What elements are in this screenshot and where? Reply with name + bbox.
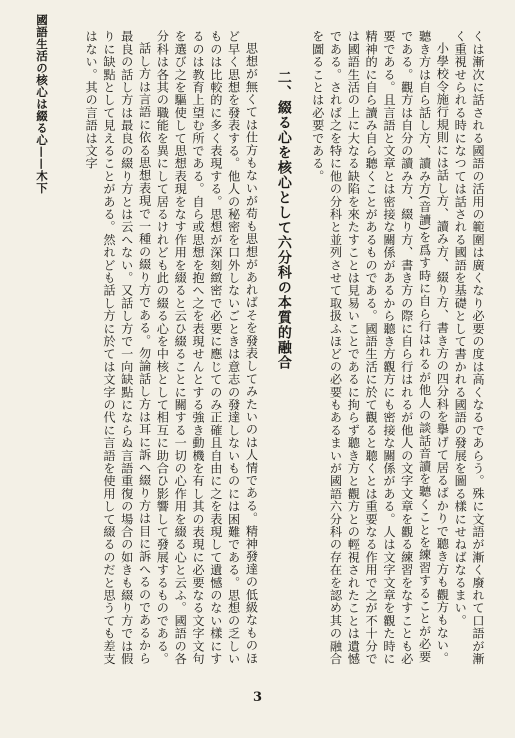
- body-text: [56, 30, 486, 670]
- running-head: 國語生活の核心は綴る心——木下: [35, 14, 49, 194]
- paragraph: 思想が無くては仕方もないが苟も思想があればそを發表してみたいのは人情である。精神發達の低級なものほど早く思想を發表する。他人の秘密を口外しないごときは意志の發達しないものには困難である。思想の乏しいものは比較的に多く表現する。思想が深刻緻密で必要に應じてのみ正確且自由に之を表現して遺憾のない樣にするのは教育上望む所である。自ら或思想を抱へ之を表現せんとする強き動機を有し其の表現に必要なる文字文句を選び之を驅使して思想表現をなす作用を綴ると云ひ綴ることに關する一切の心作用を綴る心と云ふ。國語の各分科は各其の職能を異にして居るけれども此の綴る心を中核として相互に助合ひ影響して發展するものである。: [155, 30, 259, 665]
- paragraph: 小學校令施行規則には話し方、讀み方、綴り方、書き方の四分科を擧げて居るばかりで聽き方も觀方もない。聽き方は自ら話し方、讀み方(音讀)を爲す時に自ら行はれるが他人の談話音讀を聽くことを練習することが必要である。觀方は自分の讀み方、綴り方、書き方の際に自ら行はれるが他人の文字文章を觀る練習をなすことも必要である。且言語と文章とは密接な關係があるから聽き方觀方にも密接な關係がある。人は文字文章を觀た時に精神的に自ら讀み自ら聽くことがあるものである。國語生活に於て觀ると聽くとは重要なる作用で之が不十分では國語生活の上に大なる缺陷を來たすことは見易いことであるに拘らず聽き方と觀方との輕視されたことは遺憾である。されば之を特に他の分科と並列させて取扱ふほどの必要もあるまいが國語六分科の存在を認め其の融合を圖ることは必要である。: [310, 30, 450, 665]
- page-number: 3: [252, 690, 263, 705]
- paragraph: くは漸次に話される國語の活用の範圍は廣くなり必要の度は高くなるであらう。殊に文語が漸く廢れて口語が漸く重視せられる時になつては話される國語を基礎として書かれる國語の發展を圖る樣にせねばなるまい。: [453, 30, 485, 665]
- section-heading: 二、綴る心を核心として六分科の本質的融合: [275, 70, 292, 370]
- paragraph: 話し方は言語に依る思想表現で一種の綴り方である。勿論話し方は耳に訴へ綴り方は目に訴へるのであるから最良の話し方は最良の綴り方とは云へない。又話し方で一向缺點にならぬ言語重復の場合の如きも綴り方では假りに缺點として見えることがある。然れども話し方に於ては文字の代に言語を使用して綴るのだと思うても差支はない。其の言語は文字: [84, 30, 152, 665]
